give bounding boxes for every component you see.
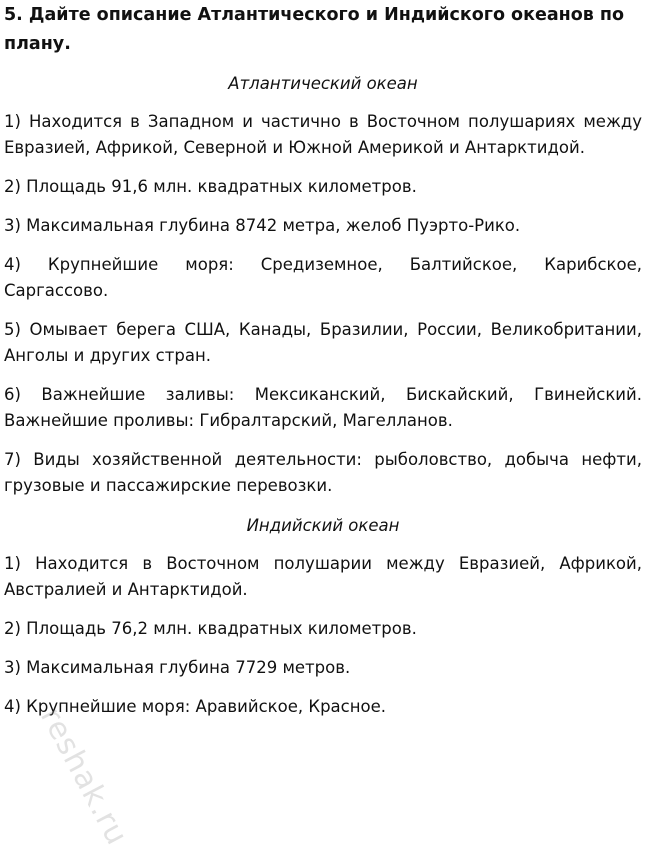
indian-item-3: 3) Максимальная глубина 7729 метров. <box>4 658 351 677</box>
atlantic-heading: Атлантический океан <box>228 74 418 93</box>
atlantic-item-4: 4) Крупнейшие моря: Средиземное, Балтийское, Карибское, Саргассово. <box>4 255 642 300</box>
atlantic-item-1: 1) Находится в Западном и частично в Восточном полушариях между Евразией, Африкой, Северной и Южной Америкой и Антарктидой. <box>4 112 642 157</box>
atlantic-item-2: 2) Площадь 91,6 млн. квадратных километров. <box>4 177 417 196</box>
document-page <box>4 0 642 720</box>
atlantic-item-3: 3) Максимальная глубина 8742 метра, желоб Пуэрто-Рико. <box>4 216 521 235</box>
task-title: 5. Дайте описание Атлантического и Индийского океанов по плану. <box>4 5 625 54</box>
atlantic-item-5: 5) Омывает берега США, Канады, Бразилии, России, Великобритании, Анголы и других стран. <box>4 320 642 365</box>
indian-heading: Индийский океан <box>246 516 400 535</box>
atlantic-item-7: 7) Виды хозяйственной деятельности: рыболовство, добыча нефти, грузовые и пассажирские перевозки. <box>4 450 642 495</box>
indian-item-2: 2) Площадь 76,2 млн. квадратных километров. <box>4 619 417 638</box>
watermark-text: reshak.ru <box>33 702 135 852</box>
atlantic-item-6: 6) Важнейшие заливы: Мексиканский, Бискайский, Гвинейский. Важнейшие проливы: Гибралтарский, Магелланов. <box>4 385 642 430</box>
indian-item-4: 4) Крупнейшие моря: Аравийское, Красное. <box>4 697 387 716</box>
indian-item-1: 1) Находится в Восточном полушарии между Евразией, Африкой, Австралией и Антарктидой. <box>4 554 642 599</box>
